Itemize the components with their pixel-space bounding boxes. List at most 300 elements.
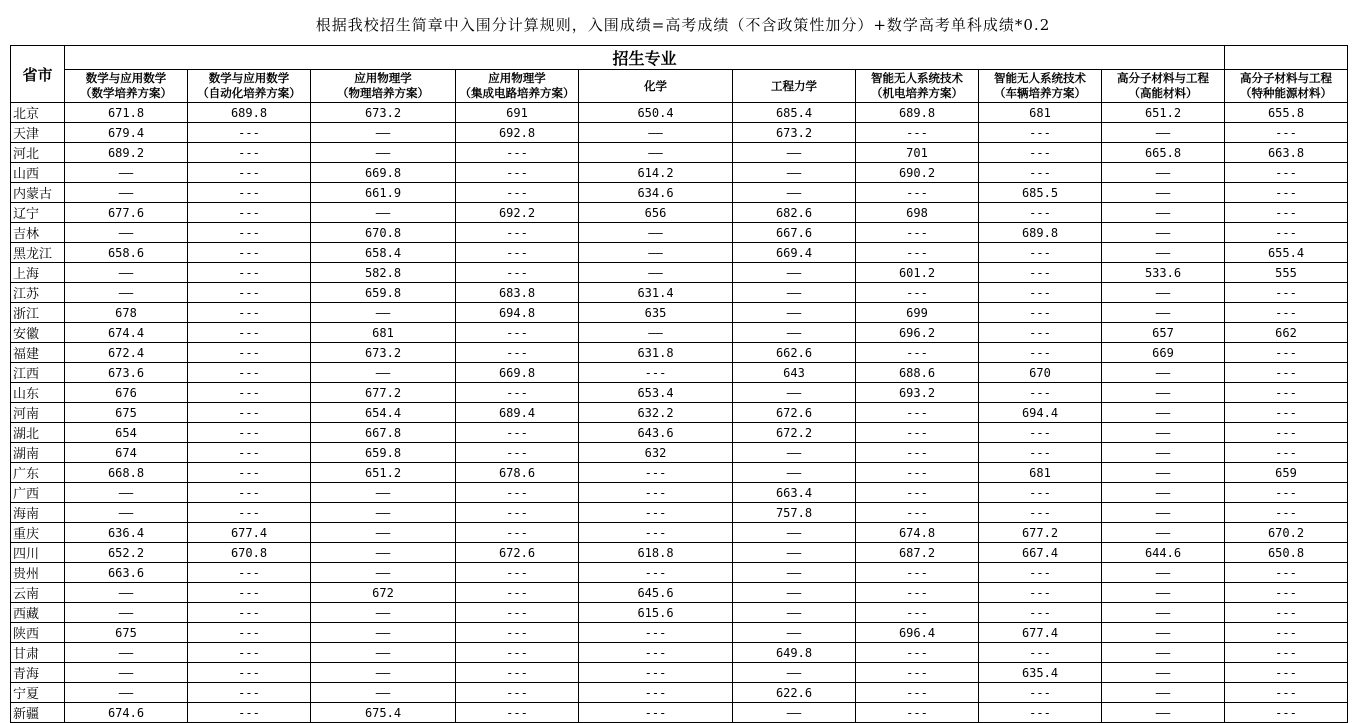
score-cell: ——: [579, 223, 733, 243]
score-cell: ---: [856, 123, 979, 143]
score-cell: ---: [188, 463, 311, 483]
score-cell: ---: [188, 383, 311, 403]
score-cell: ---: [856, 463, 979, 483]
table-row: [11, 243, 1348, 263]
score-cell: 669.8: [311, 163, 456, 183]
score-cell: 652.2: [65, 543, 188, 563]
score-cell: ——: [65, 503, 188, 523]
score-cell: 614.2: [579, 163, 733, 183]
major-name: 智能无人系统技术: [994, 71, 1086, 85]
score-cell: 651.2: [311, 463, 456, 483]
score-cell: 634.6: [579, 183, 733, 203]
table-row: [11, 403, 1348, 423]
province-cell: 陕西: [11, 623, 65, 643]
score-cell: ——: [65, 583, 188, 603]
table-row: [11, 323, 1348, 343]
province-cell: 安徽: [11, 323, 65, 343]
province-cell: 黑龙江: [11, 243, 65, 263]
score-cell: 674.8: [856, 523, 979, 543]
score-cell: 662.6: [733, 343, 856, 363]
score-cell: ---: [856, 183, 979, 203]
score-cell: ——: [311, 603, 456, 623]
score-cell: 678.6: [456, 463, 579, 483]
page-caption: 根据我校招生简章中入围分计算规则，入围成绩=高考成绩（不含政策性加分）+数学高考单科成绩*0.2: [315, 16, 1051, 34]
major-column-header: [979, 70, 1102, 103]
table-row: [11, 683, 1348, 703]
score-cell: 673.6: [65, 363, 188, 383]
score-cell: ——: [579, 243, 733, 263]
score-cell: 654.4: [311, 403, 456, 423]
score-cell: ---: [979, 583, 1102, 603]
score-cell: ---: [1225, 683, 1348, 703]
score-cell: ——: [311, 543, 456, 563]
score-cell: ---: [1225, 483, 1348, 503]
major-column-header: [1102, 70, 1225, 103]
score-cell: ---: [456, 163, 579, 183]
score-cell: ---: [579, 663, 733, 683]
table-row: [11, 163, 1348, 183]
province-cell: 云南: [11, 583, 65, 603]
score-cell: ---: [979, 683, 1102, 703]
score-cell: 672.6: [456, 543, 579, 563]
score-cell: ---: [979, 143, 1102, 163]
score-cell: 636.4: [65, 523, 188, 543]
score-cell: 689.8: [979, 223, 1102, 243]
score-cell: ——: [733, 663, 856, 683]
province-cell: 湖南: [11, 443, 65, 463]
score-cell: ---: [1225, 583, 1348, 603]
admission-score-table: [10, 45, 1348, 723]
score-cell: 699: [856, 303, 979, 323]
score-cell: 643.6: [579, 423, 733, 443]
score-cell: ---: [456, 663, 579, 683]
score-cell: 685.5: [979, 183, 1102, 203]
score-cell: ---: [1225, 643, 1348, 663]
score-cell: 670.8: [188, 543, 311, 563]
table-row: [11, 343, 1348, 363]
score-cell: ---: [188, 683, 311, 703]
table-row: [11, 283, 1348, 303]
major-name: 数学与应用数学: [85, 71, 167, 85]
score-cell: ---: [188, 483, 311, 503]
score-cell: ---: [579, 703, 733, 723]
table-row: [11, 103, 1348, 123]
score-cell: ---: [856, 503, 979, 523]
score-cell: 651.2: [1102, 103, 1225, 123]
major-track: （物理培养方案）: [337, 86, 429, 100]
score-cell: ——: [579, 123, 733, 143]
score-cell: ---: [188, 583, 311, 603]
score-cell: 674: [65, 443, 188, 463]
score-cell: 555: [1225, 263, 1348, 283]
score-cell: ---: [979, 603, 1102, 623]
score-cell: ——: [1102, 163, 1225, 183]
score-cell: ---: [979, 503, 1102, 523]
table-row: [11, 663, 1348, 683]
score-cell: ---: [188, 283, 311, 303]
score-cell: ---: [1225, 163, 1348, 183]
score-cell: ——: [1102, 563, 1225, 583]
score-cell: ---: [456, 143, 579, 163]
score-cell: 673.2: [733, 123, 856, 143]
score-cell: ---: [1225, 123, 1348, 143]
score-cell: 615.6: [579, 603, 733, 623]
score-cell: ---: [456, 383, 579, 403]
score-cell: ---: [579, 563, 733, 583]
score-cell: ——: [65, 483, 188, 503]
score-cell: 669: [1102, 343, 1225, 363]
province-cell: 江苏: [11, 283, 65, 303]
score-cell: ---: [456, 683, 579, 703]
score-cell: 582.8: [311, 263, 456, 283]
province-cell: 海南: [11, 503, 65, 523]
major-name: 应用物理学: [488, 71, 546, 85]
score-cell: ---: [188, 443, 311, 463]
score-cell: ---: [188, 183, 311, 203]
score-cell: ——: [1102, 663, 1225, 683]
score-cell: 694.4: [979, 403, 1102, 423]
province-cell: 浙江: [11, 303, 65, 323]
score-cell: ---: [856, 443, 979, 463]
score-cell: ——: [733, 523, 856, 543]
score-cell: 672.6: [733, 403, 856, 423]
score-cell: ---: [856, 603, 979, 623]
province-cell: 青海: [11, 663, 65, 683]
score-cell: 658.6: [65, 243, 188, 263]
major-track: （自动化培养方案）: [197, 86, 301, 100]
major-name: 工程力学: [771, 78, 817, 93]
table-row: [11, 563, 1348, 583]
score-cell: 673.2: [311, 103, 456, 123]
score-cell: ——: [733, 703, 856, 723]
score-cell: ——: [733, 263, 856, 283]
province-cell: 广东: [11, 463, 65, 483]
score-cell: ---: [188, 263, 311, 283]
score-cell: ---: [456, 603, 579, 623]
score-cell: 688.6: [856, 363, 979, 383]
score-cell: 670.2: [1225, 523, 1348, 543]
score-cell: ——: [733, 583, 856, 603]
table-row: [11, 423, 1348, 443]
province-cell: 湖北: [11, 423, 65, 443]
score-cell: ——: [733, 283, 856, 303]
score-cell: 663.8: [1225, 143, 1348, 163]
score-cell: 696.2: [856, 323, 979, 343]
score-cell: 678: [65, 303, 188, 323]
major-column-header: [188, 70, 311, 103]
score-cell: ---: [979, 383, 1102, 403]
score-cell: 656: [579, 203, 733, 223]
score-cell: ---: [456, 443, 579, 463]
major-column-header: [311, 70, 456, 103]
score-cell: 622.6: [733, 683, 856, 703]
score-cell: ——: [65, 223, 188, 243]
table-row: [11, 583, 1348, 603]
score-cell: ---: [979, 163, 1102, 183]
major-column-header: [733, 70, 856, 103]
score-cell: 643: [733, 363, 856, 383]
score-cell: 653.4: [579, 383, 733, 403]
score-cell: ——: [65, 643, 188, 663]
score-cell: ---: [856, 343, 979, 363]
score-cell: ---: [579, 463, 733, 483]
score-cell: ——: [311, 663, 456, 683]
score-cell: 698: [856, 203, 979, 223]
province-cell: 西藏: [11, 603, 65, 623]
score-cell: 679.4: [65, 123, 188, 143]
score-cell: ---: [856, 683, 979, 703]
score-cell: ---: [456, 483, 579, 503]
score-cell: 672: [311, 583, 456, 603]
score-cell: ——: [1102, 423, 1225, 443]
score-cell: 681: [311, 323, 456, 343]
score-cell: ---: [979, 343, 1102, 363]
score-cell: ---: [188, 603, 311, 623]
score-cell: ——: [1102, 303, 1225, 323]
score-cell: ---: [456, 263, 579, 283]
score-cell: ——: [579, 263, 733, 283]
table-row: [11, 603, 1348, 623]
score-cell: 659: [1225, 463, 1348, 483]
score-cell: ---: [188, 203, 311, 223]
score-cell: ——: [1102, 223, 1225, 243]
province-cell: 辽宁: [11, 203, 65, 223]
score-cell: 670: [979, 363, 1102, 383]
score-cell: ——: [733, 543, 856, 563]
score-cell: 662: [1225, 323, 1348, 343]
score-cell: 661.9: [311, 183, 456, 203]
table-row: [11, 543, 1348, 563]
score-cell: ---: [856, 643, 979, 663]
score-cell: 672.4: [65, 343, 188, 363]
table-row: [11, 123, 1348, 143]
score-cell: ---: [979, 563, 1102, 583]
score-cell: ---: [1225, 603, 1348, 623]
score-cell: 667.4: [979, 543, 1102, 563]
score-cell: ---: [1225, 283, 1348, 303]
score-cell: 677.2: [311, 383, 456, 403]
score-cell: ---: [456, 183, 579, 203]
score-cell: ——: [733, 603, 856, 623]
province-cell: 山东: [11, 383, 65, 403]
score-cell: ---: [979, 443, 1102, 463]
major-column-header: [456, 70, 579, 103]
score-cell: 675.4: [311, 703, 456, 723]
score-cell: ---: [979, 243, 1102, 263]
score-cell: ---: [1225, 383, 1348, 403]
score-cell: ——: [311, 203, 456, 223]
score-cell: ——: [1102, 703, 1225, 723]
score-cell: ——: [1102, 623, 1225, 643]
score-cell: ---: [188, 703, 311, 723]
score-cell: 663.6: [65, 563, 188, 583]
score-cell: ---: [188, 223, 311, 243]
score-cell: ——: [1102, 183, 1225, 203]
score-cell: ---: [456, 703, 579, 723]
score-cell: ——: [65, 283, 188, 303]
score-cell: 663.4: [733, 483, 856, 503]
province-cell: 重庆: [11, 523, 65, 543]
province-cell: 江西: [11, 363, 65, 383]
score-cell: ---: [979, 303, 1102, 323]
table-row: [11, 263, 1348, 283]
major-track: （数学培养方案）: [80, 86, 172, 100]
score-cell: 667.8: [311, 423, 456, 443]
major-track: （高能材料）: [1128, 86, 1198, 100]
score-cell: ---: [856, 483, 979, 503]
score-cell: 689.4: [456, 403, 579, 423]
score-cell: ---: [456, 223, 579, 243]
score-cell: ——: [1102, 523, 1225, 543]
major-group-header: 招生专业: [65, 46, 1225, 70]
score-cell: ---: [456, 523, 579, 543]
score-cell: ---: [456, 323, 579, 343]
score-cell: ---: [188, 123, 311, 143]
score-cell: ---: [1225, 423, 1348, 443]
score-cell: 659.8: [311, 443, 456, 463]
score-table-container: [10, 45, 1348, 723]
score-cell: ---: [856, 663, 979, 683]
score-cell: ---: [188, 143, 311, 163]
score-cell: ---: [456, 423, 579, 443]
score-cell: 658.4: [311, 243, 456, 263]
score-cell: ---: [979, 703, 1102, 723]
score-cell: 692.8: [456, 123, 579, 143]
score-cell: ---: [188, 303, 311, 323]
major-track: （集成电路培养方案）: [459, 86, 575, 100]
score-cell: ---: [456, 503, 579, 523]
score-cell: ——: [1102, 243, 1225, 263]
score-cell: ---: [188, 623, 311, 643]
score-cell: 654: [65, 423, 188, 443]
major-name: 数学与应用数学: [208, 71, 290, 85]
major-name: 高分子材料与工程: [1117, 71, 1209, 85]
province-cell: 河北: [11, 143, 65, 163]
province-cell: 天津: [11, 123, 65, 143]
score-cell: 681: [979, 463, 1102, 483]
score-cell: 673.2: [311, 343, 456, 363]
score-cell: ——: [1102, 483, 1225, 503]
score-cell: ---: [856, 563, 979, 583]
score-cell: ——: [1102, 403, 1225, 423]
score-cell: ——: [1102, 503, 1225, 523]
score-cell: ---: [856, 283, 979, 303]
score-cell: 657: [1102, 323, 1225, 343]
score-cell: ——: [733, 163, 856, 183]
major-column-header: [579, 70, 733, 103]
score-cell: ——: [311, 363, 456, 383]
score-cell: ---: [188, 163, 311, 183]
table-row: [11, 523, 1348, 543]
score-cell: 692.2: [456, 203, 579, 223]
province-cell: 福建: [11, 343, 65, 363]
score-cell: ——: [579, 323, 733, 343]
score-cell: ---: [456, 243, 579, 263]
score-cell: ---: [188, 403, 311, 423]
table-row: [11, 383, 1348, 403]
score-cell: ---: [188, 423, 311, 443]
score-cell: 674.4: [65, 323, 188, 343]
score-cell: ——: [733, 183, 856, 203]
score-cell: 635.4: [979, 663, 1102, 683]
score-cell: ——: [733, 383, 856, 403]
score-cell: ---: [456, 563, 579, 583]
score-cell: ——: [1102, 603, 1225, 623]
score-cell: ---: [856, 403, 979, 423]
table-row: [11, 483, 1348, 503]
score-cell: ---: [456, 583, 579, 603]
score-cell: ——: [1102, 203, 1225, 223]
score-cell: ---: [579, 623, 733, 643]
table-row: [11, 623, 1348, 643]
score-cell: 677.2: [979, 523, 1102, 543]
score-cell: ---: [188, 643, 311, 663]
province-cell: 贵州: [11, 563, 65, 583]
province-header: 省市: [11, 46, 65, 103]
score-cell: 675: [65, 623, 188, 643]
score-cell: ——: [1102, 363, 1225, 383]
score-cell: ---: [188, 503, 311, 523]
score-cell: ---: [1225, 203, 1348, 223]
table-row: [11, 183, 1348, 203]
score-cell: ---: [1225, 703, 1348, 723]
score-cell: 655.4: [1225, 243, 1348, 263]
major-column-header: [1225, 70, 1348, 103]
score-cell: ---: [579, 643, 733, 663]
score-cell: ——: [311, 123, 456, 143]
score-cell: ---: [1225, 363, 1348, 383]
table-row: [11, 503, 1348, 523]
score-cell: 689.8: [188, 103, 311, 123]
score-cell: ---: [579, 503, 733, 523]
score-cell: ---: [979, 283, 1102, 303]
province-cell: 上海: [11, 263, 65, 283]
score-cell: 694.8: [456, 303, 579, 323]
score-cell: ——: [311, 643, 456, 663]
score-cell: ——: [1102, 283, 1225, 303]
score-cell: ---: [856, 423, 979, 443]
major-track: （特种能源材料）: [1240, 86, 1332, 100]
province-cell: 吉林: [11, 223, 65, 243]
table-row: [11, 443, 1348, 463]
score-cell: ---: [579, 683, 733, 703]
table-row: [11, 203, 1348, 223]
score-cell: ---: [456, 343, 579, 363]
score-cell: 635: [579, 303, 733, 323]
score-cell: 672.2: [733, 423, 856, 443]
score-cell: 618.8: [579, 543, 733, 563]
score-cell: ---: [1225, 503, 1348, 523]
score-cell: ——: [65, 163, 188, 183]
province-cell: 甘肃: [11, 643, 65, 663]
score-cell: 655.8: [1225, 103, 1348, 123]
score-cell: ——: [65, 683, 188, 703]
score-cell: 683.8: [456, 283, 579, 303]
province-cell: 北京: [11, 103, 65, 123]
province-cell: 广西: [11, 483, 65, 503]
score-cell: 681: [979, 103, 1102, 123]
score-cell: 533.6: [1102, 263, 1225, 283]
score-cell: ——: [311, 563, 456, 583]
score-cell: ——: [1102, 443, 1225, 463]
score-cell: 674.6: [65, 703, 188, 723]
score-cell: ---: [979, 643, 1102, 663]
major-column-header: [65, 70, 188, 103]
score-cell: ---: [856, 243, 979, 263]
score-cell: ---: [579, 523, 733, 543]
score-cell: ---: [188, 663, 311, 683]
score-cell: ——: [311, 623, 456, 643]
